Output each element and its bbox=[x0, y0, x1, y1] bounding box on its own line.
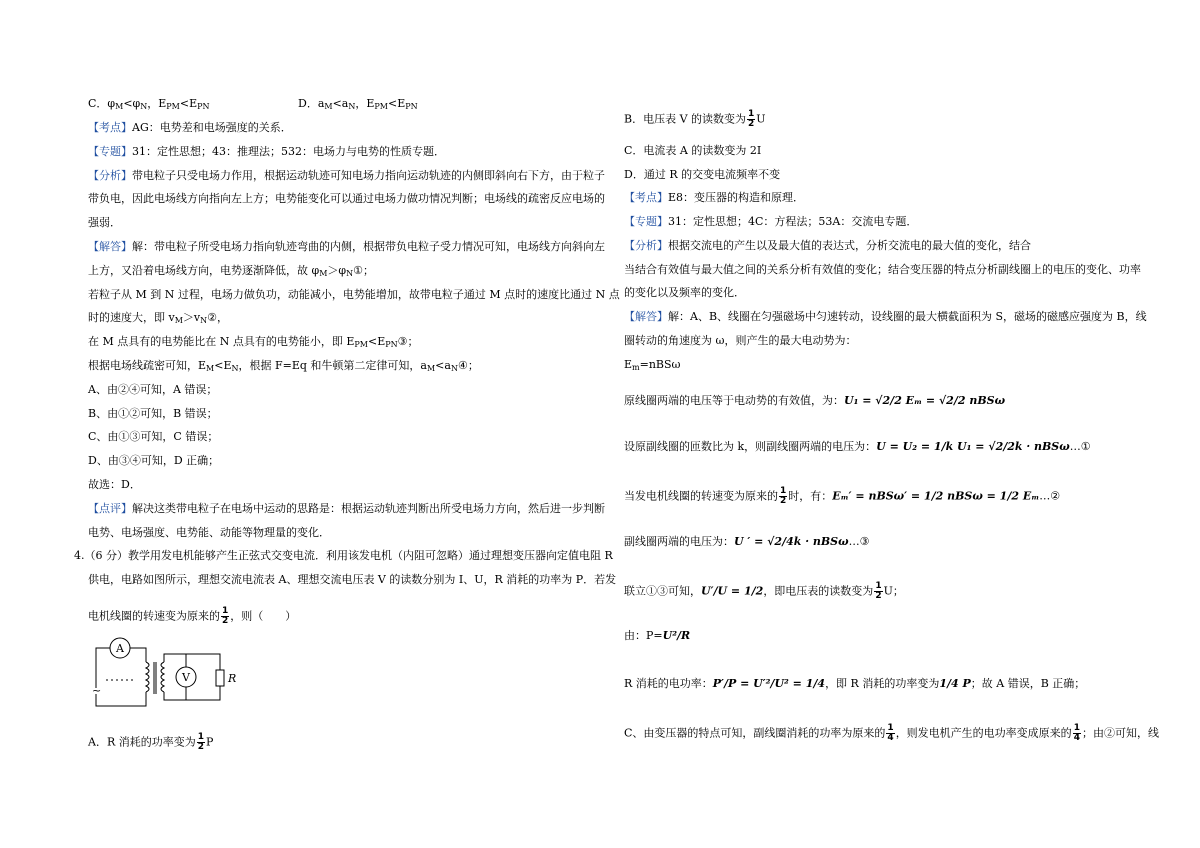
kaodian: 【考点】AG：电势差和电场强度的关系． bbox=[88, 121, 292, 134]
ammeter-label: A bbox=[116, 642, 124, 655]
fenxi: 【分析】根据交流电的产生以及最大值的表达式，分析交流电的最大值的变化，结合 bbox=[624, 239, 1031, 252]
option-d: D．$a_M<a_N$，$E_{PM}<E_{PN}$ bbox=[298, 97, 418, 111]
formula-p: U²/R bbox=[662, 629, 691, 642]
sec-line: 副线圈两端的电压为：U ′ = √2/4k · nBSω…③ bbox=[624, 535, 870, 548]
dianping: 【点评】解决这类带电粒子在电场中运动的思路是：根据运动轨迹判断出所受电场力方向，然后进一步判断 bbox=[88, 502, 605, 515]
resistor-label: R bbox=[228, 672, 237, 685]
fraction-half: $\frac{1}{2}$ bbox=[780, 486, 787, 506]
jieda-line2: 圈转动的角速度为 ω，则产生的最大电动势为： bbox=[624, 334, 857, 347]
option-c: C．电流表 A 的读数变为 2I bbox=[624, 144, 762, 157]
ac-source-icon: ~ bbox=[92, 684, 102, 697]
half-line: 当发电机线圈的转速变为原来的 $\frac{1}{2}$ 时，有：Eₘ′ = nBSω′ = 1/2 nBSω = 1/2 Eₘ…② bbox=[624, 486, 1061, 506]
voltmeter-label: V bbox=[182, 671, 190, 684]
opt-c: C、由①③可知，C 错误； bbox=[88, 430, 219, 443]
fenxi-line2: 当结合有效值与最大值之间的关系分析有效值的变化；结合变压器的特点分析副线圈上的电压的变化、功率 bbox=[624, 263, 1141, 276]
question-4: 4.（6 分）教学用发电机能够产生正弦式交变电流．利用该发电机（内阻可忽略）通过理想变压器向定值电阻 R bbox=[74, 549, 613, 562]
kaodian: 【考点】E8：变压器的构造和原理． bbox=[624, 191, 805, 204]
jieda-line3: 若粒子从 M 到 N 过程，电场力做负功，动能减小，电势能增加，故带电粒子通过 M 点时的速度比通过 N 点 bbox=[88, 288, 620, 301]
question-4-line3: 电机线圈的转速变为原来的 $\frac{1}{2}$ ，则（ ） bbox=[88, 606, 297, 626]
q4-option-a: A．R 消耗的功率变为 $\frac{1}{2}$ P bbox=[88, 732, 214, 752]
jieda-line2: 上方，又沿着电场线方向，电势逐渐降低，故 $\varphi_M>\varphi_N①$； bbox=[88, 264, 374, 278]
formula-pr: P′/P = U′²/U² = 1/4 bbox=[712, 677, 826, 690]
fraction-quarter: $\frac{1}{4}$ bbox=[1073, 723, 1080, 743]
formula-half: Eₘ′ = nBSω′ = 1/2 nBSω = 1/2 Eₘ bbox=[832, 489, 1040, 503]
combine-line: 联立①③可知，U′/U = 1/2，即电压表的读数变为 $\frac{1}{2}$ U； bbox=[624, 581, 904, 601]
zhuanti: 【专题】31：定性思想；4C：方程法；53A：交流电专题． bbox=[624, 215, 918, 228]
k-line: 设原副线圈的匝数比为 k，则副线圈两端的电压为：U = U₂ = 1/k U₁ = √2/2k · nBSω…① bbox=[624, 440, 1091, 453]
jieda-line5: 在 M 点具有的电势能比在 N 点具有的电势能小，即 $E_{PM}<E_{PN}③$； bbox=[88, 335, 419, 349]
formula-pr-2: 1/4 P bbox=[939, 677, 971, 690]
fenxi-line3: 的变化以及频率的变化． bbox=[624, 286, 745, 299]
fraction-half: $\frac{1}{2}$ bbox=[222, 606, 229, 626]
pr-line: R 消耗的电功率：P′/P = U′²/U² = 1/4，即 R 消耗的功率变为1/4 P；故 A 错误，B 正确； bbox=[624, 677, 1086, 690]
formula-combine: U′/U = 1/2 bbox=[701, 584, 764, 598]
jieda-line4: 时的速度大，即 $v_M>v_N②$， bbox=[88, 311, 229, 325]
fraction-half: $\frac{1}{2}$ bbox=[875, 581, 882, 601]
fenxi-line3: 强弱． bbox=[88, 216, 121, 229]
fraction-half: $\frac{1}{2}$ bbox=[197, 732, 204, 752]
circuit-diagram bbox=[88, 636, 248, 716]
p-line: 由：P=U²/R bbox=[624, 629, 691, 642]
fenxi: 【分析】带电粒子只受电场力作用，根据运动轨迹可知电场力指向运动轨迹的内侧即斜向右下方，由于粒子 bbox=[88, 169, 605, 182]
zhuanti: 【专题】31：定性思想；43：推理法；532：电场力与电势的性质专题． bbox=[88, 145, 445, 158]
fenxi-line2: 带负电，因此电场线方向指向左上方；电势能变化可以通过电场力做功情况判断；电场线的疏密反应电场的 bbox=[88, 192, 605, 205]
fraction-half: $\frac{1}{2}$ bbox=[748, 109, 755, 129]
opt-b: B、由①②可知，B 错误； bbox=[88, 407, 218, 420]
options-c-d: C．$\varphi_M<\varphi_N$，$E_{PM}<E_{PN}$ D．$a_M<a_N$，$E_{PM}<E_{PN}$ bbox=[88, 97, 210, 114]
formula-k: U = U₂ = 1/k U₁ = √2/2k · nBSω bbox=[876, 440, 1070, 453]
jieda: 【解答】解：带电粒子所受电场力指向轨迹弯曲的内侧，根据带负电粒子受力情况可知，电场线方向斜向左 bbox=[88, 240, 605, 253]
fraction-quarter: $\frac{1}{4}$ bbox=[887, 723, 894, 743]
dianping-line2: 电势、电场强度、电势能、动能等物理量的变化． bbox=[88, 526, 330, 539]
opt-d: D、由③④可知，D 正确； bbox=[88, 454, 220, 467]
opt-a: A、由②④可知，A 错误； bbox=[88, 383, 218, 396]
formula-u1: U₁ = √2/2 Eₘ = √2/2 nBSω bbox=[844, 394, 1006, 407]
formula-sec: U ′ = √2/4k · nBSω bbox=[734, 535, 849, 548]
jieda-line6: 根据电场线疏密可知，$E_M<E_N$，根据 F=Eq 和牛顿第二定律可知，$a_M<a_N④$； bbox=[88, 359, 479, 373]
jieda: 【解答】解：A、B、线圈在匀强磁场中匀速转动，设线圈的最大横截面积为 S，磁场的磁感应强度为 B，线 bbox=[624, 310, 1147, 323]
choose: 故选：D． bbox=[88, 478, 141, 491]
u1-line: 原线圈两端的电压等于电动势的有效值，为：U₁ = √2/2 Eₘ = √2/2 nBSω bbox=[624, 394, 1006, 407]
c-line: C、由变压器的特点可知，副线圈消耗的功率为原来的 $\frac{1}{4}$ ，则发电机产生的电功率变成原来的 $\frac{1}{4}$ ；由②可知，线 bbox=[624, 723, 1159, 743]
question-4-line2: 供电，电路如图所示，理想交流电流表 A、理想交流电压表 V 的读数分别为 I、U，R 消耗的功率为 P．若发 bbox=[88, 573, 617, 586]
em-formula: $E_m=nBS\omega$ bbox=[624, 358, 681, 372]
option-d: D．通过 R 的交变电流频率不变 bbox=[624, 168, 781, 181]
option-b: B．电压表 V 的读数变为 $\frac{1}{2}$ U bbox=[624, 109, 766, 129]
